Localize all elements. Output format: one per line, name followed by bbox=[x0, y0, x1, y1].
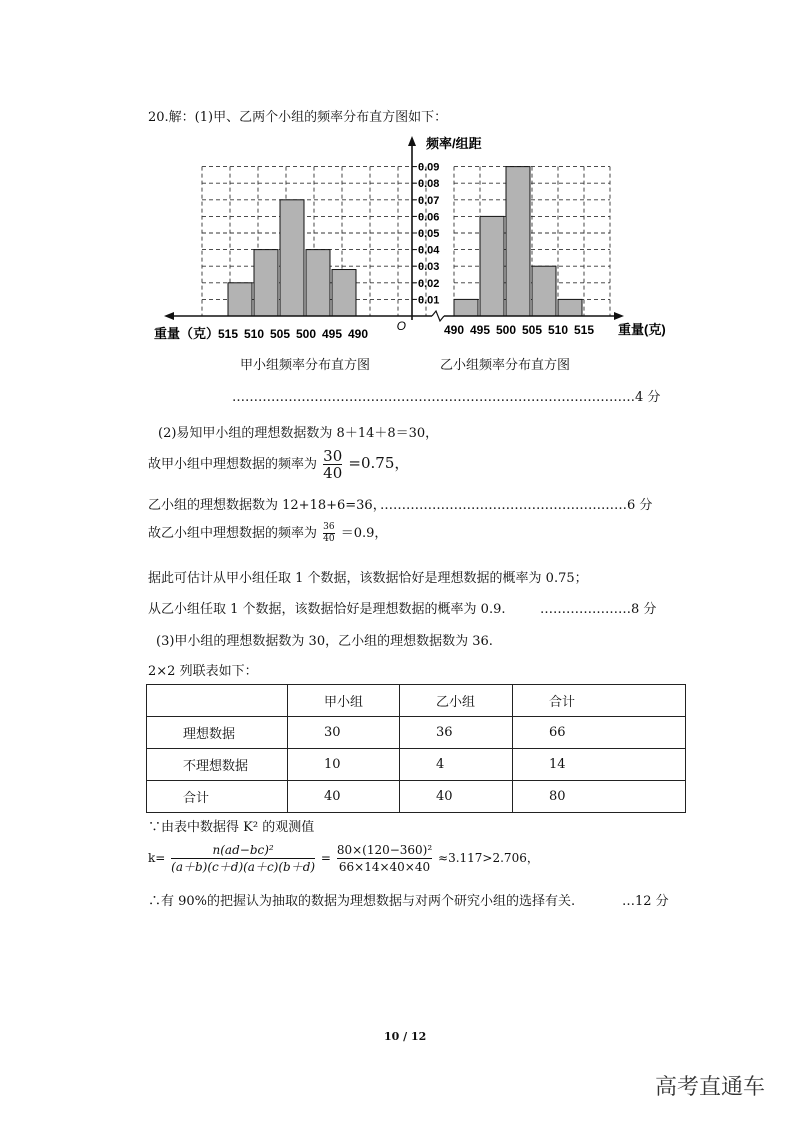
table-cell: 理想数据 bbox=[147, 717, 288, 749]
y-tick-label: 0.01 bbox=[418, 294, 440, 307]
right-x-tick-label: 500 bbox=[495, 323, 517, 337]
table-cell: 合计 bbox=[147, 781, 288, 813]
right-x-tick-label: 505 bbox=[521, 323, 543, 337]
part2-line2 bbox=[148, 448, 409, 481]
left-x-tick-label: 495 bbox=[321, 327, 343, 341]
table-row bbox=[147, 781, 686, 813]
fraction-numerator: 80×(120−360)² bbox=[336, 843, 433, 857]
k-formula-fraction bbox=[171, 842, 315, 875]
frequency-histograms bbox=[140, 132, 680, 342]
part2-line4-result: ＝0.9， bbox=[340, 526, 388, 541]
table-cell: 10 bbox=[288, 749, 400, 781]
fraction-denominator: (a＋b)(c＋d)(a＋c)(b＋d) bbox=[171, 860, 316, 874]
x-axis-right-arrow bbox=[614, 312, 624, 320]
score-6: …………………………………………………6 分 bbox=[380, 498, 653, 513]
left-x-tick-label: 490 bbox=[347, 327, 369, 341]
part2-line5: 据此可估计从甲小组任取 1 个数据，该数据恰好是理想数据的概率为 0.75； bbox=[148, 571, 588, 586]
x-axis-label-left: 重量（克） bbox=[154, 326, 220, 341]
right-histogram-bar bbox=[558, 299, 582, 316]
left-histogram-bar bbox=[280, 200, 304, 316]
right-histogram-bar bbox=[480, 216, 504, 316]
y-tick-label: 0.05 bbox=[418, 228, 440, 240]
left-histogram-bar bbox=[306, 250, 330, 316]
fraction-denominator: 66×14×40×40 bbox=[338, 860, 431, 874]
part3-line1: (3)甲小组的理想数据数为 30，乙小组的理想数据数为 36. bbox=[156, 634, 493, 649]
table-cell: 14 bbox=[513, 749, 686, 781]
part2-line1: (2)易知甲小组的理想数据数为 8＋14＋8＝30， bbox=[158, 426, 439, 441]
fraction-denominator: 40 bbox=[323, 534, 335, 544]
fraction-numerator: 30 bbox=[323, 447, 343, 465]
y-tick-label: 0.03 bbox=[418, 261, 440, 274]
left-x-tick-label: 510 bbox=[243, 327, 265, 341]
table-header-cell bbox=[147, 685, 288, 717]
y-tick-label: 0.04 bbox=[418, 244, 440, 257]
k-label: k= bbox=[148, 851, 166, 865]
fraction-numerator: n(ad−bc)² bbox=[171, 842, 315, 859]
score-8: …………………8 分 bbox=[540, 602, 657, 617]
origin-label: O bbox=[396, 319, 406, 333]
left-x-tick-label: 515 bbox=[217, 327, 239, 341]
right-x-tick-label: 495 bbox=[469, 323, 491, 337]
part3-line2: 2×2 列联表如下： bbox=[148, 664, 258, 679]
table-cell: 40 bbox=[288, 781, 400, 813]
table-cell: 4 bbox=[400, 749, 513, 781]
fraction-numerator: 36 bbox=[323, 522, 335, 532]
k-square-formula bbox=[148, 842, 539, 875]
table-row bbox=[147, 749, 686, 781]
k-value-fraction bbox=[337, 842, 432, 875]
left-x-tick-label: 500 bbox=[295, 327, 317, 341]
table-cell: 80 bbox=[513, 781, 686, 813]
table-header-cell: 甲小组 bbox=[288, 685, 400, 717]
conclusion: ∴有 90%的把握认为抽取的数据为理想数据与对两个研究小组的选择有关. bbox=[148, 894, 576, 909]
y-tick-label: 0.07 bbox=[418, 194, 440, 207]
score-12: …12 分 bbox=[622, 894, 669, 909]
score-4: …………………………………………………………………………………4 分 bbox=[232, 390, 661, 405]
fraction-denominator: 40 bbox=[323, 464, 343, 482]
table-cell: 66 bbox=[513, 717, 686, 749]
right-x-tick-label: 490 bbox=[443, 323, 465, 337]
fraction-36-40 bbox=[323, 522, 334, 545]
y-axis-label: 频率/组距 bbox=[426, 136, 482, 151]
k-square-intro: ∵由表中数据得 K² 的观测值 bbox=[148, 820, 315, 835]
problem-heading: 20.解：(1)甲、乙两个小组的频率分布直方图如下： bbox=[148, 110, 448, 125]
table-header-cell: 合计 bbox=[513, 685, 686, 717]
page-number: 10 / 12 bbox=[384, 1030, 427, 1043]
left-histogram-bar bbox=[332, 270, 356, 316]
table-header-cell: 乙小组 bbox=[400, 685, 513, 717]
y-tick-label: 0.06 bbox=[418, 211, 440, 224]
table-cell: 不理想数据 bbox=[147, 749, 288, 781]
right-histogram-bar bbox=[532, 266, 556, 316]
left-histogram-bar bbox=[228, 283, 252, 316]
left-x-tick-label: 505 bbox=[269, 327, 291, 341]
y-tick-label: 0.02 bbox=[418, 277, 440, 290]
watermark-text: 高考直通车 bbox=[654, 1075, 765, 1100]
right-histogram-caption: 乙小组频率分布直方图 bbox=[440, 358, 571, 373]
right-x-tick-label: 515 bbox=[573, 323, 595, 337]
x-axis-label-right: 重量(克) bbox=[618, 322, 666, 337]
part2-line4-text: 故乙小组中理想数据的频率为 bbox=[148, 526, 318, 541]
table-cell: 36 bbox=[400, 717, 513, 749]
table-header-row bbox=[147, 685, 686, 717]
axis-break-mark bbox=[432, 311, 444, 321]
y-tick-label: 0.09 bbox=[418, 161, 440, 174]
left-histogram-bar bbox=[254, 250, 278, 316]
y-axis-arrow bbox=[408, 136, 416, 146]
fraction-30-40 bbox=[323, 448, 342, 481]
right-x-tick-label: 510 bbox=[547, 323, 569, 337]
table-cell: 30 bbox=[288, 717, 400, 749]
left-histogram-caption: 甲小组频率分布直方图 bbox=[240, 358, 371, 373]
x-axis-left-arrow bbox=[164, 312, 174, 320]
right-histogram-bar bbox=[506, 167, 530, 316]
part2-line3: 乙小组的理想数据数为 12+18+6=36， bbox=[148, 498, 386, 513]
part2-line2-result: =0.75， bbox=[348, 454, 410, 472]
y-tick-label: 0.08 bbox=[418, 178, 440, 191]
part2-line6: 从乙小组任取 1 个数据，该数据恰好是理想数据的概率为 0.9. bbox=[148, 602, 506, 617]
contingency-table bbox=[146, 684, 686, 813]
table-cell: 40 bbox=[400, 781, 513, 813]
k-equals: = bbox=[320, 851, 331, 865]
part2-line2-text: 故甲小组中理想数据的频率为 bbox=[148, 457, 318, 472]
right-histogram-bar bbox=[454, 299, 478, 316]
part2-line4 bbox=[148, 522, 387, 545]
table-row bbox=[147, 717, 686, 749]
k-result: ≈3.117>2.706， bbox=[438, 851, 539, 865]
